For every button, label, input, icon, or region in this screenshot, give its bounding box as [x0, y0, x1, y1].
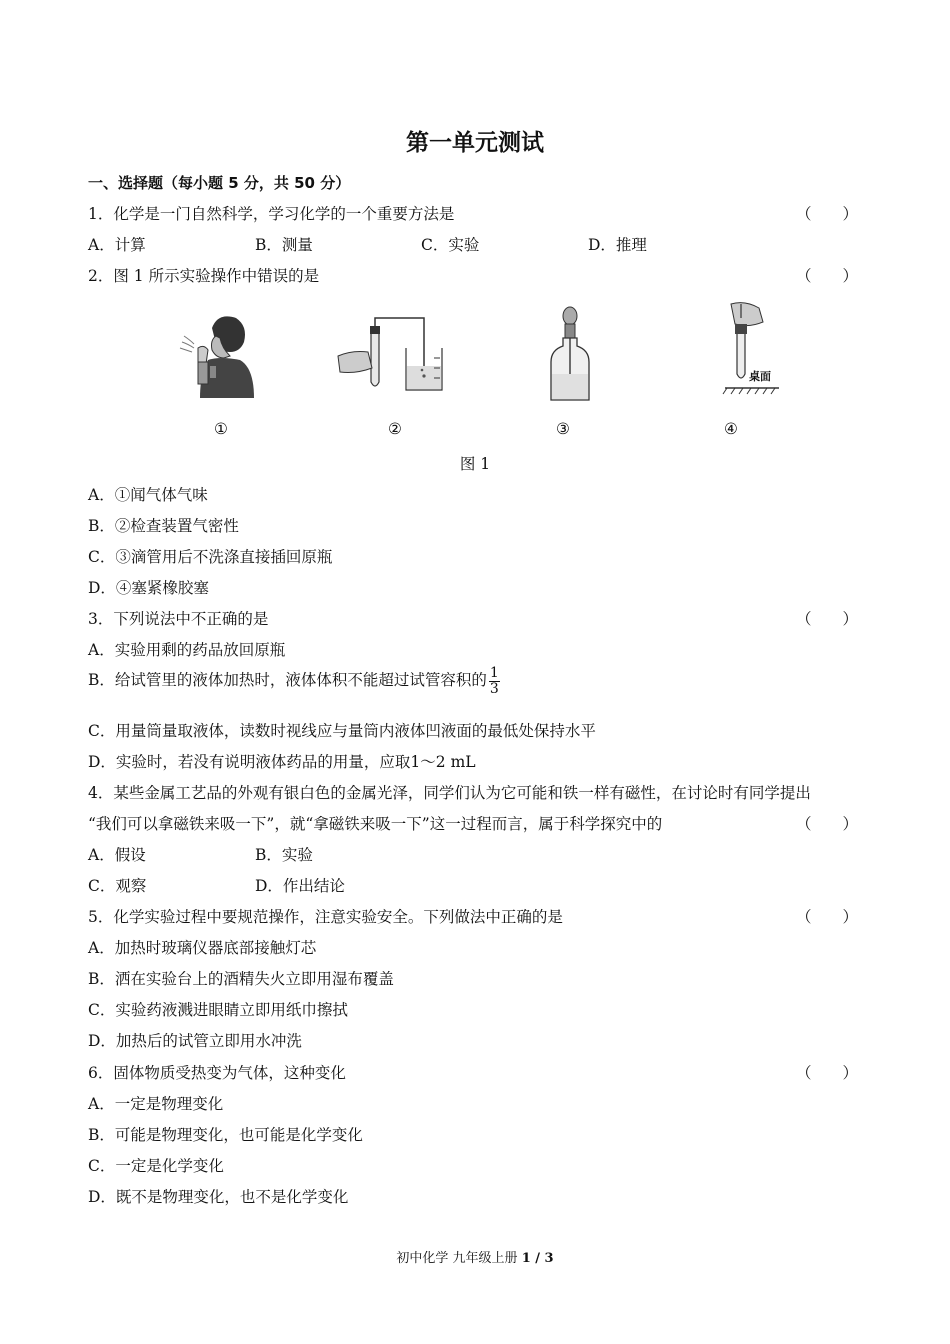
- q1-option-c: C．实验: [421, 236, 480, 254]
- q4-stem-line1: 4．某些金属工艺品的外观有银白色的金属光泽，同学们认为它可能和铁一样有磁性，在讨论时有同学提出: [88, 784, 811, 802]
- q6-stem: 6．固体物质受热变为气体，这种变化: [88, 1064, 346, 1082]
- q1-option-b: B．测量: [255, 236, 313, 254]
- q4-option-d: D．作出结论: [255, 877, 345, 895]
- q4-option-a: A．假设: [88, 846, 146, 864]
- figure-label-4: ④: [724, 420, 738, 438]
- q3-option-c: C．用量筒量取液体，读数时视线应与量筒内液体凹液面的最低处保持水平: [88, 722, 596, 740]
- q2-option-a: A．①闻气体气味: [88, 486, 208, 504]
- q6-option-a: A．一定是物理变化: [88, 1095, 224, 1113]
- q3-stem: 3．下列说法中不正确的是: [88, 610, 269, 628]
- figure-label-1: ①: [214, 420, 228, 438]
- figure-label-2: ②: [388, 420, 402, 438]
- q5-option-b: B．洒在实验台上的酒精失火立即用湿布覆盖: [88, 970, 394, 988]
- fraction-one-third: [489, 666, 500, 696]
- q5-option-c: C．实验药液溅进眼睛立即用纸巾擦拭: [88, 1001, 348, 1019]
- q4-option-c: C．观察: [88, 877, 147, 895]
- q3-option-b-text: B．给试管里的液体加热时，液体体积不能超过试管容积的: [88, 671, 487, 690]
- q6-option-b: B．可能是物理变化，也可能是化学变化: [88, 1126, 363, 1144]
- fraction-denominator: 3: [489, 680, 499, 697]
- page-number: 1 / 3: [521, 1251, 554, 1266]
- q2-option-d: D．④塞紧橡胶塞: [88, 579, 209, 597]
- section-heading: 一、选择题（每小题 5 分，共 50 分）: [88, 174, 351, 192]
- table-surface-label: 桌面: [749, 370, 771, 383]
- figure-insert-stopper: [705, 298, 785, 404]
- q1-option-a: A．计算: [88, 236, 146, 254]
- q1-option-d: D．推理: [588, 236, 647, 254]
- q4-answer-bracket: （ ）: [796, 815, 859, 833]
- q6-option-d: D．既不是物理变化，也不是化学变化: [88, 1188, 349, 1206]
- q5-option-a: A．加热时玻璃仪器底部接触灯芯: [88, 939, 317, 957]
- q4-option-b: B．实验: [255, 846, 313, 864]
- q2-option-c: C．③滴管用后不洗涤直接插回原瓶: [88, 548, 333, 566]
- page-title: 第一单元测试: [406, 130, 544, 156]
- q3-option-a: A．实验用剩的药品放回原瓶: [88, 641, 286, 659]
- q4-stem-line2: “我们可以拿磁铁来吸一下”，就“拿磁铁来吸一下”这一过程而言，属于科学探究中的: [88, 815, 663, 833]
- q3-answer-bracket: （ ）: [796, 610, 859, 628]
- q5-option-d: D．加热后的试管立即用水冲洗: [88, 1032, 302, 1050]
- q5-answer-bracket: （ ）: [796, 908, 859, 926]
- figure-airtightness-check: [334, 312, 454, 397]
- footer-text: 初中化学 九年级上册: [396, 1251, 522, 1266]
- q3-option-d: D．实验时，若没有说明液体药品的用量，应取1～2 mL: [88, 753, 476, 771]
- fraction-numerator: 1: [489, 665, 499, 681]
- q1-stem: 1．化学是一门自然科学，学习化学的一个重要方法是: [88, 205, 455, 223]
- figure-smell-gas: [160, 308, 260, 403]
- q5-stem: 5．化学实验过程中要规范操作，注意实验安全。下列做法中正确的是: [88, 908, 563, 926]
- q1-answer-bracket: （ ）: [796, 205, 859, 223]
- q3-option-b: [88, 666, 500, 696]
- page-footer: [0, 1247, 950, 1266]
- figure-label-3: ③: [556, 420, 570, 438]
- q2-answer-bracket: （ ）: [796, 267, 859, 285]
- q2-stem: 2．图 1 所示实验操作中错误的是: [88, 267, 320, 285]
- q2-option-b: B．②检查装置气密性: [88, 517, 239, 535]
- q6-answer-bracket: （ ）: [796, 1064, 859, 1082]
- figure-caption: 图 1: [459, 455, 491, 473]
- figure-dropper-bottle: [535, 304, 605, 404]
- q6-option-c: C．一定是化学变化: [88, 1157, 224, 1175]
